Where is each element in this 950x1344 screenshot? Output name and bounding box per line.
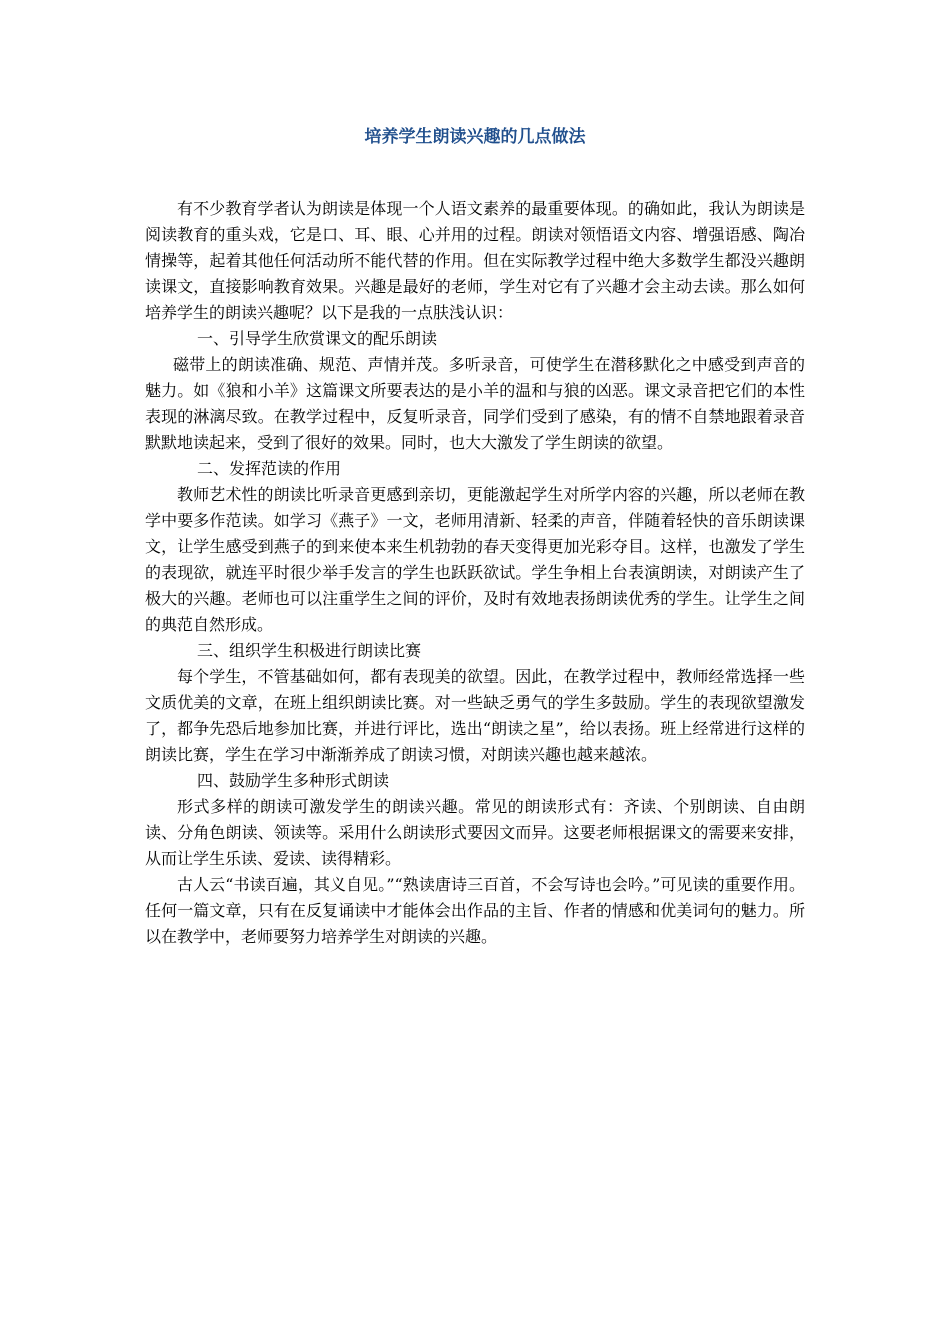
section-paragraph-4: 形式多样的朗读可激发学生的朗读兴趣。常见的朗读形式有：齐读、个别朗读、自由朗读、分角色朗读、领读等。采用什么朗读形式要因文而异。这要老师根据课文的需要来安排，从而让学生乐读、爱读、读得精彩。 <box>145 797 805 868</box>
section-paragraph-2: 教师艺术性的朗读比听录音更感到亲切，更能激起学生对所学内容的兴趣，所以老师在教学中要多作范读。如学习《燕子》一文，老师用清新、轻柔的声音，伴随着轻快的音乐朗读课文，让学生感受到燕子的到来使本来生机勃勃的春天变得更加光彩夺目。这样，也激发了学生的表现欲，就连平时很少举手发言的学生也跃跃欲试。学生争相上台表演朗读，对朗读产生了极大的兴趣。老师也可以注重学生之间的评价，及时有效地表扬朗读优秀的学生。让学生之间的典范自然形成。 <box>145 485 805 634</box>
document-title: 培养学生朗读兴趣的几点做法 <box>364 127 586 147</box>
section-heading-4: 四、鼓励学生多种形式朗读 <box>197 771 390 790</box>
section-heading-1: 一、引导学生欣赏课文的配乐朗读 <box>197 329 438 348</box>
intro-paragraph: 有不少教育学者认为朗读是体现一个人语文素养的最重要体现。的确如此，我认为朗读是阅读教育的重头戏，它是口、耳、眼、心并用的过程。朗读对领悟语文内容、增强语感、陶冶情操等，起着其他任何活动所不能代替的作用。但在实际教学过程中绝大多数学生都没兴趣朗读课文，直接影响教育效果。兴趣是最好的老师，学生对它有了兴趣才会主动去读。那么如何培养学生的朗读兴趣呢？以下是我的一点肤浅认识： <box>145 199 805 322</box>
section-paragraph-1: 磁带上的朗读准确、规范、声情并茂。多听录音，可使学生在潜移默化之中感受到声音的魅力。如《狼和小羊》这篇课文所要表达的是小羊的温和与狼的凶恶。课文录音把它们的本性表现的淋漓尽致。在教学过程中，反复听录音，同学们受到了感染，有的情不自禁地跟着录音默默地读起来，受到了很好的效果。同时，也大大激发了学生朗读的欲望。 <box>145 355 805 452</box>
section-paragraph-3: 每个学生，不管基础如何，都有表现美的欲望。因此，在教学过程中，教师经常选择一些文质优美的文章，在班上组织朗读比赛。对一些缺乏勇气的学生多鼓励。学生的表现欲望激发了，都争先恐后地参加比赛，并进行评比，选出“朗读之星”，给以表扬。班上经常进行这样的朗读比赛，学生在学习中渐渐养成了朗读习惯，对朗读兴趣也越来越浓。 <box>145 667 805 764</box>
document-body <box>145 196 805 950</box>
section-heading-3: 三、组织学生积极进行朗读比赛 <box>197 641 422 660</box>
section-heading-2: 二、发挥范读的作用 <box>197 459 342 478</box>
conclusion-paragraph: 古人云“书读百遍，其义自见。”“熟读唐诗三百首，不会写诗也会吟。”可见读的重要作用。任何一篇文章，只有在反复诵读中才能体会出作品的主旨、作者的情感和优美词句的魅力。所以在教学中，老师要努力培养学生对朗读的兴趣。 <box>145 875 805 946</box>
